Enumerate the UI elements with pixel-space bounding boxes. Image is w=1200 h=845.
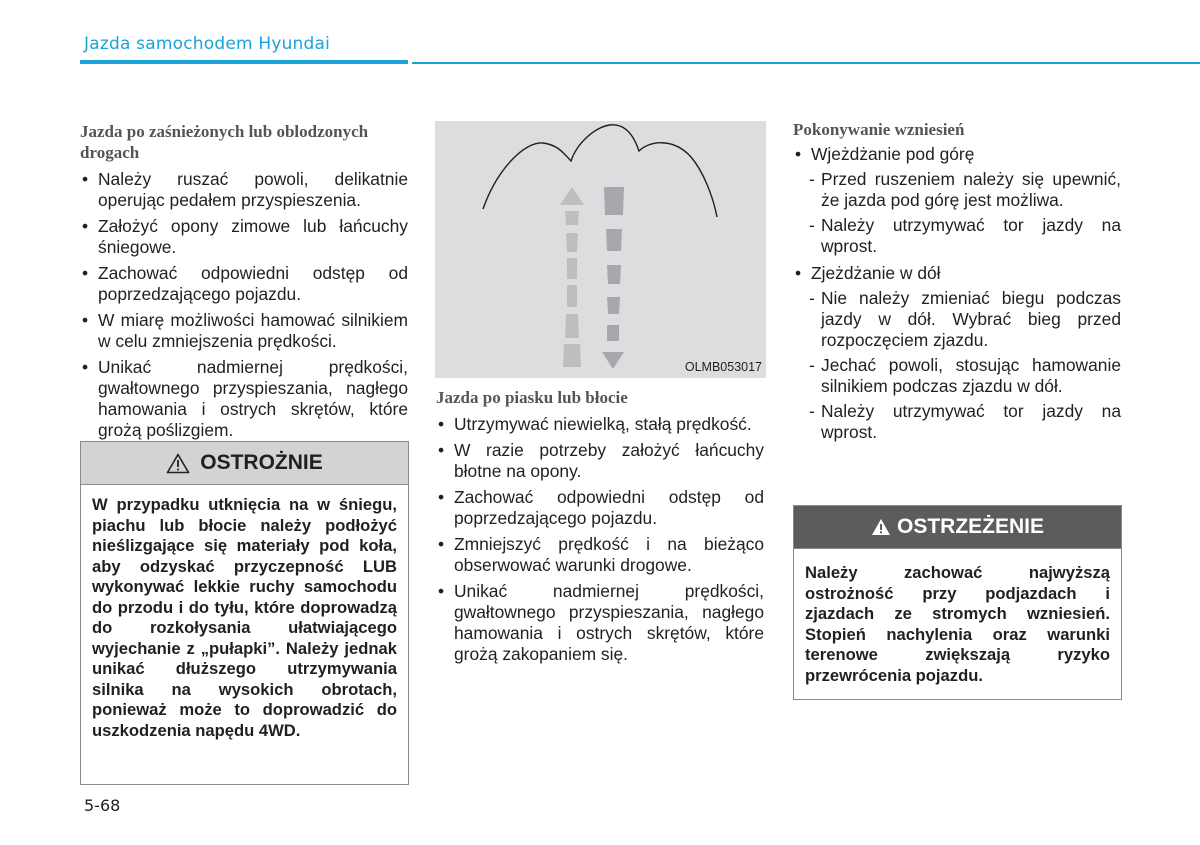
- list-item: • W razie potrzeby założyć łańcuchy błotne na opony.: [436, 440, 764, 482]
- sand-mud-heading: Jazda po piasku lub błocie: [436, 388, 628, 407]
- list-item: • Zachować odpowiedni odstęp od poprzedzającego pojazdu.: [80, 263, 408, 305]
- list-item: - Jechać powoli, stosując hamowanie silnikiem podczas zjazdu w dół.: [793, 355, 1121, 397]
- list-item: • Założyć opony zimowe lub łańcuchy śniegowe.: [80, 216, 408, 258]
- caution-box: [80, 441, 409, 785]
- sand-mud-list: [436, 414, 764, 665]
- left-column: [80, 121, 408, 446]
- figure-code: OLMB053017: [684, 360, 762, 374]
- hills-list: [793, 144, 1121, 443]
- hill-driving-figure: [435, 121, 766, 378]
- page-number: 5-68: [84, 796, 121, 815]
- warning-triangle-icon: [166, 453, 190, 474]
- downhill-sublist: [793, 288, 1121, 443]
- list-item: • Zachować odpowiedni odstęp od poprzedzającego pojazdu.: [436, 487, 764, 529]
- warning-title: OSTRZEŻENIE: [896, 515, 1044, 538]
- downhill-item: [793, 263, 1121, 443]
- warning-triangle-icon: [871, 518, 891, 536]
- list-item: - Przed ruszeniem należy się upewnić, że jazda pod górę jest możliwa.: [793, 169, 1121, 211]
- list-item: • Utrzymywać niewielką, stałą prędkość.: [436, 414, 764, 435]
- list-item: • Unikać nadmiernej prędkości, gwałtownego przyspieszania, nagłego hamowania i ostrych skrętów, które grożą zakopaniem się.: [436, 581, 764, 665]
- middle-column: [436, 387, 764, 670]
- uphill-item: [793, 144, 1121, 257]
- list-item: • Unikać nadmiernej prędkości, gwałtownego przyspieszania, nagłego hamowania i ostrych skrętów, które grożą poślizgiem.: [80, 357, 408, 441]
- uphill-sublist: [793, 169, 1121, 257]
- list-item: • Zmniejszyć prędkość i na bieżąco obserwować warunki drogowe.: [436, 534, 764, 576]
- warning-header: [794, 506, 1121, 549]
- caution-text: W przypadku utknięcia na w śniegu, piachu lub błocie należy podłożyć nieślizgające się materiały pod koła, aby odzyskać przyczepność LUB wykonywać lekkie ruchy samochodu do przodu i do tyłu, które doprowadzą do rozkołysania ułatwiającego wyjechanie z „pułapki”. Należy jednak unikać dłuższego utrzymywania silnika na wysokich obrotach, ponieważ może to doprowadzić do uszkodzenia napędu 4WD.: [92, 495, 397, 740]
- warning-text: Należy zachować najwyższą ostrożność przy podjazdach i zjazdach ze stromych wzniesień. Stopień nachylenia oraz warunki terenowe zwiększają ryzyko przewrócenia pojazdu.: [805, 563, 1110, 685]
- caution-header: [81, 442, 408, 485]
- snow-ice-heading: Jazda po zaśnieżonych lub oblodzonych drogach: [80, 122, 369, 162]
- list-item: - Należy utrzymywać tor jazdy na wprost.: [793, 401, 1121, 443]
- hills-heading: Pokonywanie wzniesień: [793, 120, 965, 139]
- hill-arrows-illustration: [435, 121, 766, 378]
- list-item: - Nie należy zmieniać biegu podczas jazdy w dół. Wybrać bieg przed rozpoczęciem zjazdu.: [793, 288, 1121, 351]
- section-title: Jazda samochodem Hyundai: [84, 34, 331, 54]
- warning-box: [793, 505, 1122, 700]
- downhill-label: Zjeżdżanie w dół: [811, 263, 941, 283]
- list-item: • Należy ruszać powoli, delikatnie operując pedałem przyspieszenia.: [80, 169, 408, 211]
- caution-title: OSTROŻNIE: [200, 451, 323, 474]
- list-item: - Należy utrzymywać tor jazdy na wprost.: [793, 215, 1121, 257]
- header-accent-bar: [80, 60, 408, 64]
- list-item: • W miarę możliwości hamować silnikiem w celu zmniejszenia prędkości.: [80, 310, 408, 352]
- header-rule: [412, 62, 1200, 64]
- uphill-label: Wjeżdżanie pod górę: [811, 144, 975, 164]
- snow-ice-list: [80, 169, 408, 441]
- right-column: [793, 119, 1121, 448]
